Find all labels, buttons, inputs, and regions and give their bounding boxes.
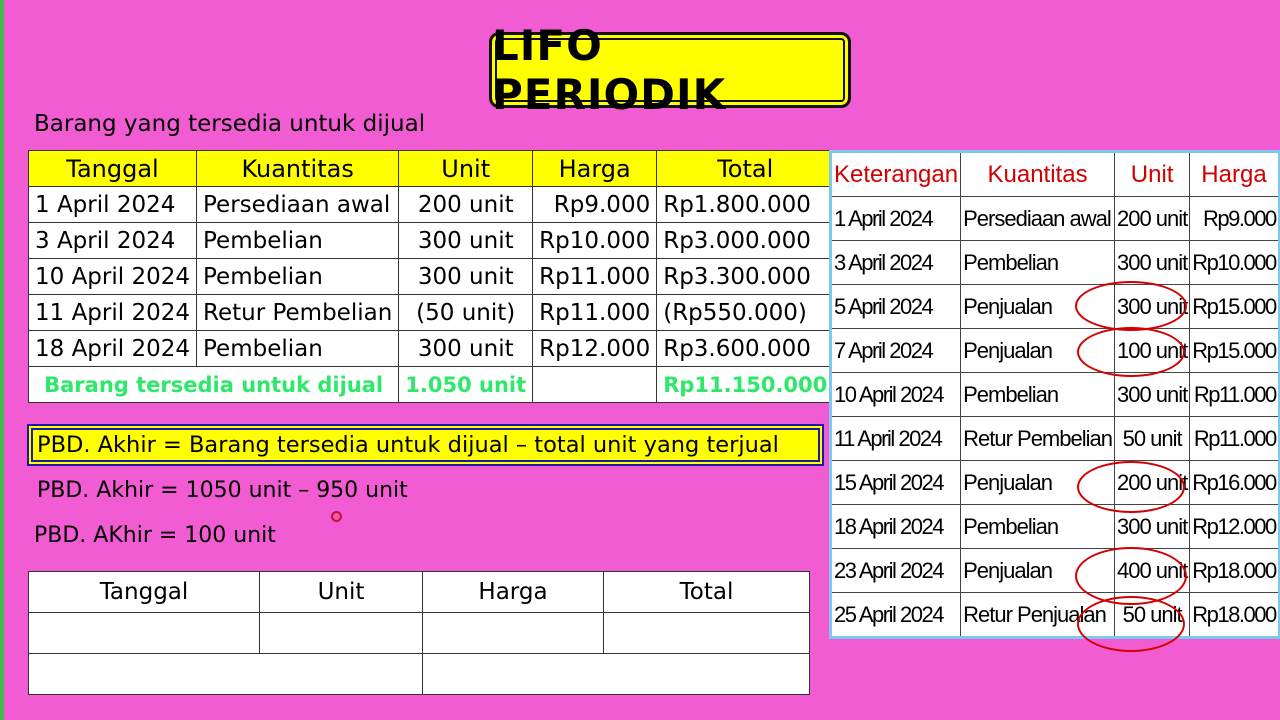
total-value: Rp11.150.000 [657,367,834,403]
column-header-keterangan: Keterangan [831,152,961,197]
column-header-harga: Harga [1190,152,1279,197]
empty-cell [260,613,423,654]
cell-kuantitas: Retur Penjualan [961,593,1115,638]
cell-kuantitas: Penjualan [961,549,1115,593]
highlight-circle [1075,281,1187,331]
table-row [831,329,1280,373]
cell-unit: 300 unit [1114,241,1189,285]
cell-harga: Rp9.000 [1190,197,1279,241]
cell-unit: 50 unit [1114,417,1189,461]
cell-kuantitas: Pembelian [197,331,399,367]
cell-harga: Rp16.000 [1190,461,1279,505]
column-header-unit: Unit [260,572,423,613]
column-header-unit: Unit [399,151,533,187]
cell-harga: Rp15.000 [1190,285,1279,329]
section-heading: Barang yang tersedia untuk dijual [34,111,426,137]
table-row [29,613,810,654]
cell-total: Rp3.600.000 [657,331,834,367]
cell-tanggal: 10 April 2024 [29,259,197,295]
total-harga [533,367,657,403]
table-header-row [831,152,1280,197]
table-header-row [29,572,810,613]
available-goods-table [28,150,834,403]
page-title: LIFO PERIODIK [489,32,851,108]
table-header-row [29,151,834,187]
total-unit: 1.050 unit [399,367,533,403]
cell-keterangan: 11 April 2024 [831,417,961,461]
table-row [29,331,834,367]
left-edge-strip [0,0,4,720]
cell-total: Rp1.800.000 [657,187,834,223]
cell-unit: 300 unit [1114,505,1189,549]
cell-unit: 100 unit [1114,329,1189,373]
cell-kuantitas: Penjualan [961,285,1115,329]
cell-tanggal: 1 April 2024 [29,187,197,223]
table-row [831,241,1280,285]
cell-kuantitas: Persediaan awal [197,187,399,223]
cell-harga: Rp18.000 [1190,549,1279,593]
cell-harga: Rp18.000 [1190,593,1279,638]
column-header-tanggal: Tanggal [29,151,197,187]
cell-keterangan: 25 April 2024 [831,593,961,638]
column-header-kuantitas: Kuantitas [197,151,399,187]
column-header-tanggal: Tanggal [29,572,260,613]
column-header-kuantitas: Kuantitas [961,152,1115,197]
table-row [29,223,834,259]
cell-kuantitas: Penjualan [961,461,1115,505]
total-label: Barang tersedia untuk dijual [29,367,399,403]
cell-kuantitas: Retur Pembelian [197,295,399,331]
cell-unit: 300 unit [399,259,533,295]
cell-kuantitas: Penjualan [961,329,1115,373]
cell-harga: Rp10.000 [533,223,657,259]
table-row [831,593,1280,638]
column-header-unit: Unit [1114,152,1189,197]
cell-total: Rp3.000.000 [657,223,834,259]
cell-keterangan: 3 April 2024 [831,241,961,285]
table-row [831,505,1280,549]
cell-tanggal: 11 April 2024 [29,295,197,331]
cell-harga: Rp11.000 [1190,417,1279,461]
empty-cell [423,654,810,695]
cell-harga: Rp11.000 [533,259,657,295]
highlight-circle [1077,327,1185,377]
cell-tanggal: 3 April 2024 [29,223,197,259]
cell-unit: 200 unit [399,187,533,223]
cell-kuantitas: Pembelian [197,223,399,259]
cell-keterangan: 1 April 2024 [831,197,961,241]
highlight-circle [1077,596,1185,652]
cell-keterangan: 10 April 2024 [831,373,961,417]
table-row [831,549,1280,593]
formula-box: PBD. Akhir = Barang tersedia untuk dijual – total unit yang terjual [27,424,824,466]
table-row [29,259,834,295]
cell-kuantitas: Pembelian [197,259,399,295]
cell-unit: 400 unit [1114,549,1189,593]
highlight-circle [1077,461,1185,513]
column-header-total: Total [657,151,834,187]
cell-unit: 300 unit [399,331,533,367]
cell-kuantitas: Pembelian [961,505,1115,549]
ending-inventory-table [28,571,810,695]
cell-kuantitas: Pembelian [961,373,1115,417]
cell-unit: 300 unit [399,223,533,259]
cell-harga: Rp10.000 [1190,241,1279,285]
cell-tanggal: 18 April 2024 [29,331,197,367]
cell-harga: Rp12.000 [533,331,657,367]
empty-cell [29,654,423,695]
table-row [29,654,810,695]
cell-keterangan: 5 April 2024 [831,285,961,329]
empty-cell [604,613,810,654]
calculation-line: PBD. Akhir = 1050 unit – 950 unit [37,478,408,503]
cell-kuantitas: Pembelian [961,241,1115,285]
empty-cell [29,613,260,654]
cell-unit: 300 unit [1114,373,1189,417]
table-row [29,295,834,331]
cell-total: Rp3.300.000 [657,259,834,295]
cursor-indicator [331,511,342,522]
result-line: PBD. AKhir = 100 unit [34,523,276,548]
cell-harga: Rp11.000 [1190,373,1279,417]
table-row [29,187,834,223]
cell-unit: 200 unit [1114,461,1189,505]
cell-keterangan: 18 April 2024 [831,505,961,549]
cell-harga: Rp15.000 [1190,329,1279,373]
cell-harga: Rp11.000 [533,295,657,331]
table-row [831,197,1280,241]
total-row [29,367,834,403]
table-row [831,285,1280,329]
cell-unit: (50 unit) [399,295,533,331]
transactions-table [829,150,1280,639]
cell-unit: 300 unit [1114,285,1189,329]
cell-keterangan: 15 April 2024 [831,461,961,505]
cell-keterangan: 23 April 2024 [831,549,961,593]
column-header-harga: Harga [423,572,604,613]
cell-harga: Rp9.000 [533,187,657,223]
cell-kuantitas: Persediaan awal [961,197,1115,241]
column-header-harga: Harga [533,151,657,187]
table-row [831,417,1280,461]
cell-unit: 200 unit [1114,197,1189,241]
empty-cell [423,613,604,654]
table-row [831,461,1280,505]
cell-harga: Rp12.000 [1190,505,1279,549]
cell-keterangan: 7 April 2024 [831,329,961,373]
table-row [831,373,1280,417]
column-header-total: Total [604,572,810,613]
cell-kuantitas: Retur Pembelian [961,417,1115,461]
cell-total: (Rp550.000) [657,295,834,331]
cell-unit: 50 unit [1114,593,1189,638]
